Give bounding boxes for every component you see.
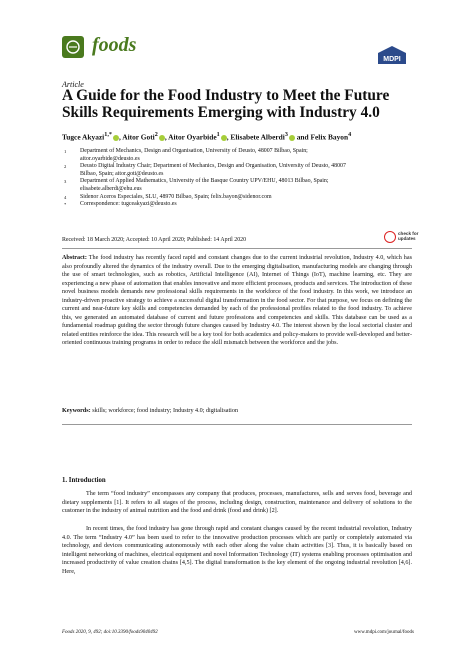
affiliation-text: Sidenor Aceros Especiales, SLU, 48970 Bilbao, Spain; felix.bayon@sidenor.com [80,193,272,200]
orcid-icon[interactable] [159,135,165,141]
orcid-icon[interactable] [221,135,227,141]
journal-url[interactable]: www.mdpi.com/journal/foods [354,630,414,635]
check-updates-label: check for updates [398,231,419,242]
keywords [62,408,412,414]
food-bowl-icon [65,39,81,55]
author-affiliation-sup: 2 [154,132,158,138]
body-paragraph: The term “food industry” encompasses any company that produces, processes, manufactures, sells and serves food, beverage and dietary supplements [1]. It refers to all stages of the process, including design, construction, maintenance and delivery of solutions to the customer in the industry of animal nutrition and the food and drink (food and drink) [2]. [62,491,412,515]
author-list: Tugce Akyazi$^{1,*}$ , Aitor Goti$^2$ , Aitor Oyarbide$^1$ , Elisabete Alberdi$^3$ and Felix Bayon$^4$ [62,132,352,142]
author-affiliation-sup: 1 [216,132,220,138]
body-paragraph: In recent times, the food industry has gone through rapid and constant changes caused by the recent industrial revolution, Industry 4.0. The term “Industry 4.0” has been used to refer to the innovative production processes which are partly or completely automated via technology, and devices communicating autonomously with each other along the value chain activities [3]. Thus, it is basically based on intelligent networking of machines, electrical equipment and novel Information Technology (IT) systems enabling processes optimisation and increased productivity of value creation chains [4,5]. The digital transformation is the key element of the ongoing industrial revolution [4,6]. Here, [62,526,412,575]
abstract-text: The food industry has recently faced rapid and constant changes due to the current industrial revolution, Industry 4.0, which has also profoundly altered the dynamics of the industry overall. Due to the emerging digitalisation, manufacturing models are changing through the use of smart technologies, such as robotics, Artificial Intelligence (AI), Internet of Things (IoT), machine learning, etc. They are experiencing a new phase of automation that enables innovative and more efficient processes, products and services. The introduction of these novel business models demands new professional skills requirements in the workforce of the food industry. In this work, we introduce an industry-driven proactive strategy to achieve a successful digital transformation in the food sector. For that purpose, we focus on defining the current and near-future key skills and competencies demanded by each of the professional profiles related to the food industry. To achieve this, we generated an automated database of current and future professions and competencies and skills. This database can be used as a fundamental roadmap guiding the sector through future changes caused by Industry 4.0. The interest shown by the local sectorial cluster and related entities reinforce the idea. This research will be a key tool for both academics and policy-makers to provide well-developed and better-oriented continuous training programs in order to reduce the skill mismatch between the workforce and the jobs. [62,255,412,347]
affiliation-item [62,178,362,193]
correspondence-text: Correspondence: tugceakyazi@deusto.es [80,201,177,208]
divider [62,424,412,425]
author-name: Felix Bayon [310,132,349,142]
affiliation-list [62,148,362,209]
affiliation-item [62,148,362,163]
journal-name: foods [92,34,137,56]
svg-text:MDPI: MDPI [383,56,401,63]
affiliation-number: 3 [64,179,67,185]
orcid-icon[interactable] [113,135,119,141]
publisher-logo [378,46,406,64]
affiliation-text: Department of Mechanics, Design and Organisation, University of Deusto, 48007 Bilbao, Spain; aitor.oyarbide@deusto.es [80,148,308,162]
affiliation-number: 4 [64,194,67,200]
divider [62,248,412,249]
author-affiliation-sup: 4 [348,132,352,138]
affiliation-item [62,163,362,178]
check-updates-icon [384,231,396,243]
abstract-label: Abstract: [62,255,87,261]
affiliation-item [62,194,362,202]
author-affiliation-sup: 1,* [104,132,112,138]
affiliation-number: 2 [64,164,67,170]
author-name: Tugce Akyazi [62,132,105,142]
article-type: Article [62,80,84,89]
section-heading: 1. Introduction [62,477,106,484]
citation-footer: Foods 2020, 9, 492; doi:10.3390/foods9040492 [62,630,158,635]
orcid-icon[interactable] [289,135,295,141]
journal-logo [62,36,84,58]
publication-dates: Received: 18 March 2020; Accepted: 10 April 2020; Published: 14 April 2020 [62,237,247,243]
affiliation-item [62,201,362,209]
affiliation-text: Department of Applied Mathematics, University of the Basque Country UPV/EHU, 48013 Bilbao, Spain; elisabete.alberdi@ehu.eus [80,178,329,192]
author-name: Aitor Goti [122,132,155,142]
check-for-updates-badge[interactable] [384,231,420,247]
affiliation-number: 1 [64,149,67,154]
affiliation-number: * [64,202,67,208]
affiliation-text: Deusto Digital Industry Chair; Department of Mechanics, Design and Organisation, University of Deusto, 48007 Bilbao, Spain; aitor.goti@deusto.es [80,163,346,177]
keywords-text: skills; workforce; food industry; Industry 4.0; digitalisation [92,408,239,414]
abstract [62,254,412,348]
author-affiliation-sup: 3 [284,132,288,138]
keywords-label: Keywords: [62,408,91,414]
journal-header [62,34,422,64]
article-title: A Guide for the Food Industry to Meet the Future Skills Requirements Emerging with Industry 4.0 [62,87,390,121]
author-name: Elisabete Alberdi [230,132,285,142]
author-name: Aitor Oyarbide [168,132,217,142]
